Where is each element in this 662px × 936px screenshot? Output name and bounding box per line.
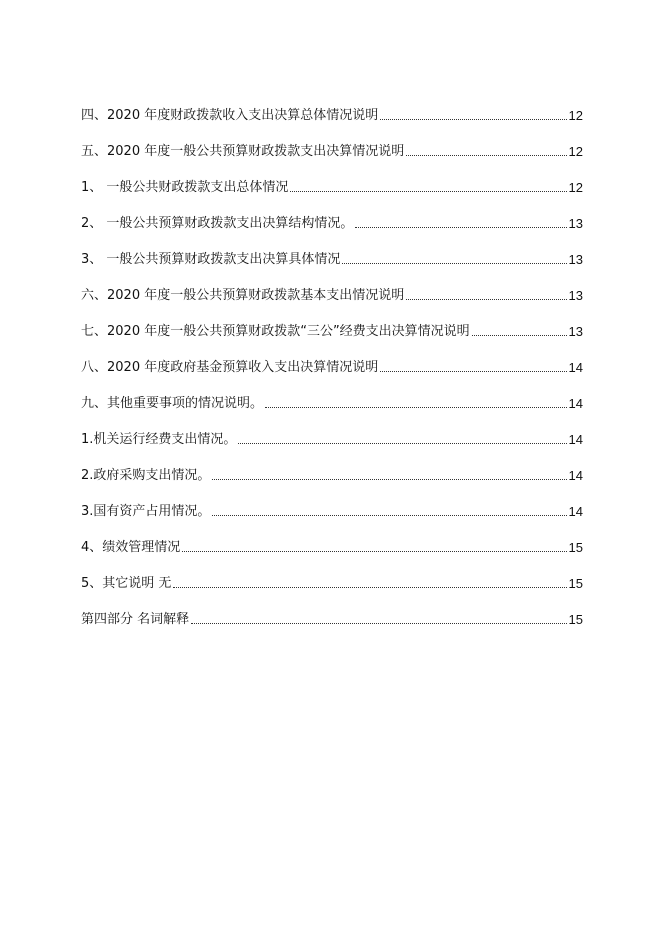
toc-leader-dots xyxy=(406,154,566,156)
toc-entry-5-2[interactable] xyxy=(81,194,583,230)
toc-page-number: 13 xyxy=(568,324,583,339)
toc-page-number: 15 xyxy=(568,540,583,555)
toc-entry-title: 七、2020 年度一般公共预算财政拨款“三公”经费支出决算情况说明 xyxy=(81,324,470,339)
toc-page-number: 15 xyxy=(568,612,583,627)
toc-leader-dots xyxy=(212,514,566,516)
toc-entry-9-other-matters[interactable] xyxy=(81,374,583,410)
toc-page-number: 14 xyxy=(568,432,583,447)
toc-entry-6-basic-expenditure[interactable] xyxy=(81,266,583,302)
toc-entry-title: 四、2020 年度财政拨款收入支出决算总体情况说明 xyxy=(81,108,379,123)
toc-entry-8-government-fund[interactable] xyxy=(81,338,583,374)
toc-leader-dots xyxy=(380,118,566,120)
toc-page-number: 12 xyxy=(568,108,583,123)
toc-entry-9-5[interactable] xyxy=(81,554,583,590)
toc-entry-title: 八、2020 年度政府基金预算收入支出决算情况说明 xyxy=(81,360,379,375)
toc-entry-4-fiscal-overview[interactable] xyxy=(81,86,583,122)
toc-entry-9-4[interactable] xyxy=(81,518,583,554)
toc-entry-7-three-public[interactable] xyxy=(81,302,583,338)
toc-page-number: 14 xyxy=(568,468,583,483)
toc-leader-dots xyxy=(212,478,566,480)
table-of-contents xyxy=(81,86,583,626)
toc-entry-5-1[interactable] xyxy=(81,158,583,194)
toc-entry-9-1[interactable] xyxy=(81,410,583,446)
toc-entry-title: 2、 一般公共预算财政拨款支出决算结构情况。 xyxy=(81,216,354,231)
toc-leader-dots xyxy=(191,622,566,624)
toc-entry-title: 1、 一般公共财政拨款支出总体情况 xyxy=(81,180,289,195)
toc-leader-dots xyxy=(380,370,566,372)
toc-page-number: 14 xyxy=(568,396,583,411)
toc-entry-9-3[interactable] xyxy=(81,482,583,518)
toc-page-number: 14 xyxy=(568,360,583,375)
toc-entry-title: 5、其它说明 无 xyxy=(81,576,172,591)
toc-entry-5-3[interactable] xyxy=(81,230,583,266)
toc-leader-dots xyxy=(290,190,566,192)
toc-page-number: 13 xyxy=(568,252,583,267)
toc-entry-title: 3.国有资产占用情况。 xyxy=(81,504,211,519)
toc-leader-dots xyxy=(265,406,567,408)
toc-entry-title: 九、其他重要事项的情况说明。 xyxy=(81,396,264,411)
toc-entry-title: 六、2020 年度一般公共预算财政拨款基本支出情况说明 xyxy=(81,288,405,303)
toc-leader-dots xyxy=(342,262,566,264)
toc-leader-dots xyxy=(355,226,566,228)
toc-leader-dots xyxy=(173,586,566,588)
toc-entry-title: 3、 一般公共预算财政拨款支出决算具体情况 xyxy=(81,252,341,267)
toc-page-number: 12 xyxy=(568,180,583,195)
toc-leader-dots xyxy=(406,298,566,300)
toc-leader-dots xyxy=(182,550,566,552)
toc-leader-dots xyxy=(472,334,567,336)
toc-page-number: 13 xyxy=(568,288,583,303)
toc-page-number: 14 xyxy=(568,504,583,519)
toc-entry-title: 五、2020 年度一般公共预算财政拨款支出决算情况说明 xyxy=(81,144,405,159)
toc-entry-title: 1.机关运行经费支出情况。 xyxy=(81,432,237,447)
toc-page-number: 15 xyxy=(568,576,583,591)
toc-entry-title: 第四部分 名词解释 xyxy=(81,612,190,627)
toc-entry-part-4-glossary[interactable] xyxy=(81,590,583,626)
toc-leader-dots xyxy=(238,442,566,444)
toc-page-number: 12 xyxy=(568,144,583,159)
toc-entry-5-general-budget[interactable] xyxy=(81,122,583,158)
toc-entry-title: 2.政府采购支出情况。 xyxy=(81,468,211,483)
toc-entry-9-2[interactable] xyxy=(81,446,583,482)
toc-entry-title: 4、绩效管理情况 xyxy=(81,540,181,555)
toc-page-number: 13 xyxy=(568,216,583,231)
